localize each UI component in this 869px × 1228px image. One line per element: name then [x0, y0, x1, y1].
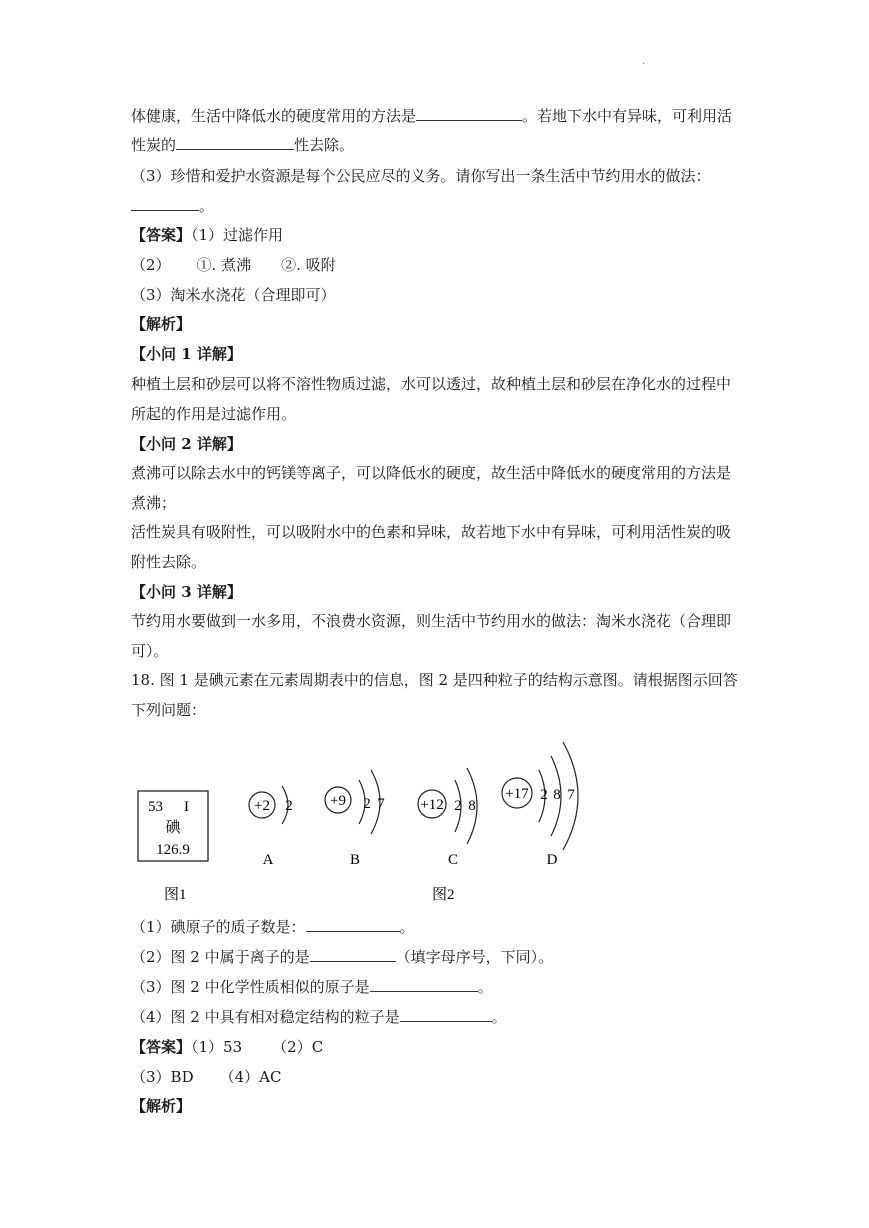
text-line: 节约用水要做到一水多用，不浪费水资源，则生活中节约用水的做法：淘米水浇花（合理即 [131, 612, 732, 630]
question-text: 下列问题： [131, 701, 207, 719]
atomic-number: 53 [148, 799, 163, 815]
text-line: 种植土层和砂层可以将不溶性物质过滤，水可以透过，故种植土层和砂层在净化水的过程中 [131, 375, 732, 393]
question-text: 18. 图 1 是碘元素在元素周期表中的信息，图 2 是四种粒子的结构示意图。请根据图示回答 [131, 671, 738, 689]
sub-question [131, 947, 553, 967]
answer-label: 【答案】 [131, 226, 192, 244]
answer-line [131, 225, 283, 245]
element-symbol: I [184, 799, 189, 815]
shell-electrons: 8 [468, 798, 476, 814]
page-mark: . [642, 56, 646, 67]
answer-text: （1）过滤作用 [191, 226, 284, 244]
text-line [131, 106, 732, 126]
shell-electrons: 8 [553, 787, 561, 803]
text-line: 煮沸可以除去水中的钙镁等离子，可以降低水的硬度，故生活中降低水的硬度常用的方法是 [131, 464, 732, 482]
answer-line [131, 255, 336, 275]
shell-electrons: 2 [454, 798, 462, 814]
text: （2）图 2 中属于离子的是 [131, 948, 310, 966]
text: 。若地下水中有异味，可利用活 [522, 107, 733, 125]
text: 。 [199, 197, 215, 215]
text-line [131, 196, 214, 216]
sub-question [131, 917, 415, 937]
particle-letter-d: D [546, 852, 558, 868]
nucleus-charge-d: +17 [505, 786, 529, 802]
text: 。 [477, 978, 493, 996]
nucleus-charge-a: +2 [254, 798, 270, 814]
sub-heading: 【小问 3 详解】 [131, 583, 242, 601]
text-line: 所起的作用是过滤作用。 [131, 405, 297, 423]
text: 。 [491, 1008, 507, 1026]
text: 性去除。 [294, 136, 355, 154]
answer-blank [370, 977, 478, 992]
element-name: 碘 [165, 820, 181, 836]
sub-heading: 【小问 2 详解】 [131, 435, 242, 453]
answer-blank [131, 196, 199, 211]
sub-question [131, 1007, 507, 1027]
text-line: 煮沸； [131, 494, 177, 512]
figure-svg [131, 728, 601, 908]
figure1-label: 图1 [164, 887, 187, 903]
answer-text: （1）53 [191, 1038, 243, 1056]
figure [131, 728, 601, 908]
atomic-mass: 126.9 [156, 842, 190, 858]
figure2-label: 图2 [432, 887, 455, 903]
answer-blank [416, 106, 522, 121]
shell-electrons: 7 [567, 787, 575, 803]
answer-blank [306, 917, 400, 932]
text-line: 可）。 [131, 642, 169, 660]
text: 。 [399, 918, 415, 936]
answer-blank [310, 947, 396, 962]
analysis-heading: 【解析】 [131, 315, 192, 333]
answer-text: （3）BD [131, 1068, 194, 1086]
text: 体健康，生活中降低水的硬度常用的方法是 [131, 107, 417, 125]
answer-text: ①. 煮沸 [196, 256, 252, 274]
particle-letter-a: A [262, 852, 274, 868]
nucleus-charge-b: +9 [330, 793, 346, 809]
answer-text: （2）C [272, 1038, 324, 1056]
particle-letter-b: B [349, 852, 361, 868]
particle-letter-c: C [447, 852, 459, 868]
sub-heading: 【小问 1 详解】 [131, 345, 242, 363]
nucleus-charge-c: +12 [420, 797, 444, 813]
text: 性炭的 [131, 136, 177, 154]
text: （1）碘原子的质子数是： [131, 918, 306, 936]
text-line: 活性炭具有吸附性，可以吸附水中的色素和异味，故若地下水中有异味，可利用活性炭的吸 [131, 523, 732, 541]
answer-text: （4）AC [219, 1068, 282, 1086]
analysis-heading: 【解析】 [131, 1097, 192, 1115]
answer-line [131, 1067, 281, 1087]
text: （填字母序号，下同）。 [395, 948, 554, 966]
text-line: （3）珍惜和爱护水资源是每个公民应尽的义务。请你写出一条生活中节约用水的做法： [131, 167, 711, 185]
shell-electrons: 7 [377, 796, 385, 812]
answer-blank [176, 135, 294, 150]
answer-label: 【答案】 [131, 1038, 192, 1056]
text-line: 附性去除。 [131, 553, 207, 571]
text: （4）图 2 中具有相对稳定结构的粒子是 [131, 1008, 400, 1026]
shell-electrons: 2 [285, 798, 293, 814]
sub-question [131, 977, 493, 997]
answer-blank [400, 1007, 492, 1022]
shell-electrons: 2 [540, 787, 548, 803]
answer-text: ②. 吸附 [281, 256, 336, 274]
text-line [131, 135, 354, 155]
answer-line: （3）淘米水浇花（合理即可） [131, 286, 336, 304]
text: （3）图 2 中化学性质相似的原子是 [131, 978, 370, 996]
shell-electrons: 2 [363, 796, 371, 812]
answer-line [131, 1037, 323, 1057]
answer-text: （2） [131, 256, 171, 274]
